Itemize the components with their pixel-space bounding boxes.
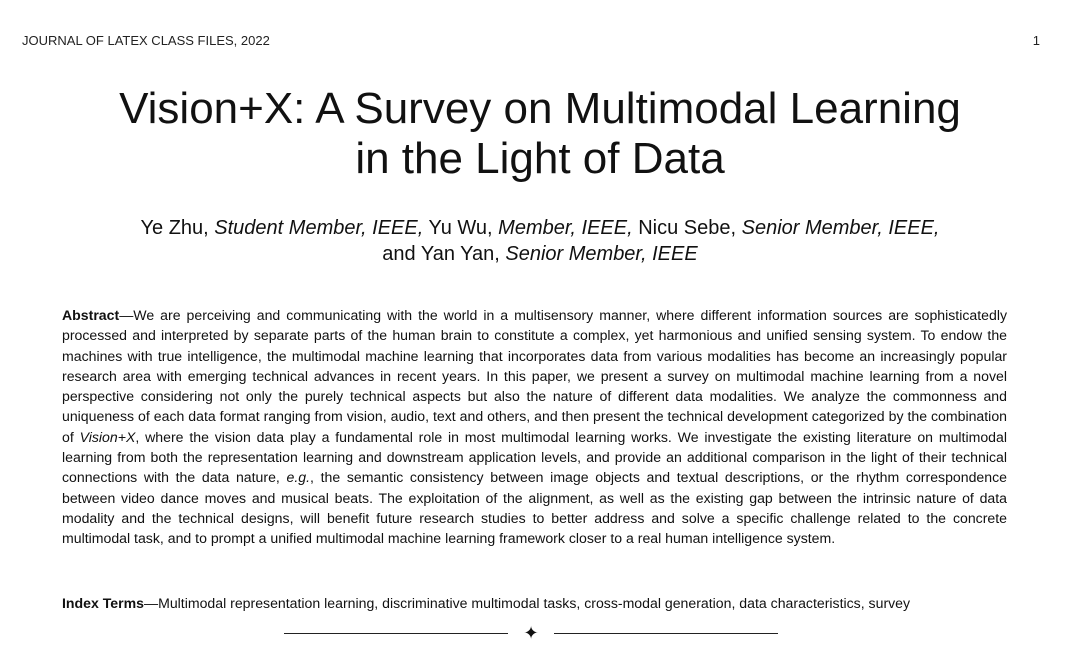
abstract-emphasis: e.g.: [286, 469, 311, 486]
paper-title: [0, 84, 1080, 184]
author-name: Nicu Sebe,: [632, 217, 742, 239]
abstract-text: , the semantic consistency between image objects and textual descriptions, or the rhythm correspondence between video dance moves and musical beats. The exploitation of the alignment, as well as the existing gap between the intrinsic nature of data modality and the technical designs, will benefit future research studies to better address and solve a specific challenge related to the concrete multimodal task, and to prompt a unified multimodal machine learning framework closer to a real human intelligence system.: [62, 469, 1007, 547]
abstract-label: Abstract: [62, 307, 120, 323]
page-number: 1: [1032, 33, 1040, 48]
divider-rule-left: [284, 633, 508, 634]
title-line-1: Vision+X: A Survey on Multimodal Learning: [119, 84, 961, 133]
divider-rule-right: [554, 633, 778, 634]
abstract: [62, 305, 1007, 549]
abstract-emphasis: Vision+X: [79, 428, 136, 445]
abstract-text: —We are perceiving and communicating with the world in a multisensory manner, where different information sources are sophisticatedly processed and interpreted by separate parts of the human brain to constitute a complex, yet harmonious and unified sensing system. To endow the machines with true intelligence, the multimodal machine learning that incorporates data from various modalities has become an increasingly popular research area with emerging technical advances in recent years. In this paper, we present a survey on multimodal machine learning from a novel perspective considering not only the purely technical aspects but also the nature of different data modalities. We analyze the commonness and uniqueness of each data format ranging from vision, audio, text and others, and then present the technical development categorized by the combination of: [62, 307, 1007, 445]
abstract-text: , where the vision data play a fundamental role in most multimodal learning works. We investigate the existing literature on multimodal learning from both the representation learning and downstream application levels, and provide an additional comparison in the light of their technical connections with the data nature,: [62, 428, 1007, 486]
index-terms: [62, 593, 1007, 613]
index-terms-label: Index Terms: [62, 595, 144, 611]
author-role: Student Member, IEEE,: [214, 217, 424, 239]
author-line-2: [0, 241, 1080, 267]
journal-name: JOURNAL OF LATEX CLASS FILES, 2022: [22, 33, 270, 48]
author-list: [0, 215, 1080, 267]
running-header: [22, 33, 1040, 48]
author-line-1: [0, 215, 1080, 241]
section-divider: [284, 624, 778, 642]
author-name: Ye Zhu,: [140, 217, 215, 239]
author-role: Member, IEEE,: [498, 217, 633, 239]
divider-star-icon: ✦: [523, 623, 539, 643]
author-name: Yu Wu,: [423, 217, 499, 239]
title-line-2: in the Light of Data: [355, 134, 725, 183]
author-role: Senior Member, IEEE,: [741, 217, 940, 239]
author-role: Senior Member, IEEE: [505, 243, 698, 265]
index-terms-text: —Multimodal representation learning, discriminative multimodal tasks, cross-modal generation, data characteristics, survey: [143, 595, 911, 611]
author-name: and Yan Yan,: [382, 243, 506, 265]
